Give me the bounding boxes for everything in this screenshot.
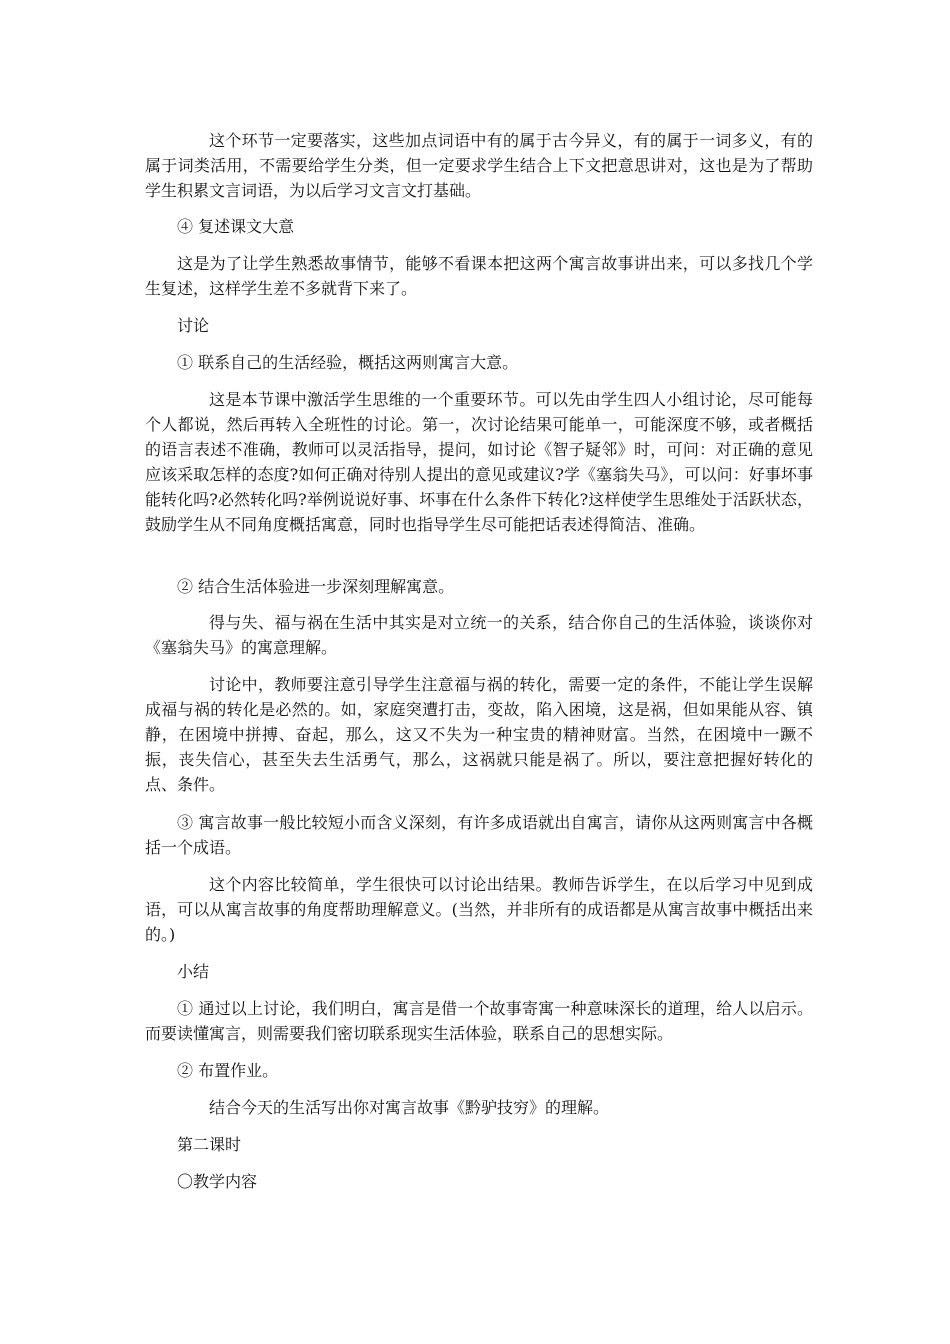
paragraph-retell: 这是为了让学生熟悉故事情节，能够不看课本把这两个寓言故事讲出来，可以多找几个学生复述，这样学生差不多就背下来了。 [145, 254, 813, 298]
paragraph-classical-words: 这个环节一定要落实，这些加点词语中有的属于古今异义，有的属于一词多义，有的属于词类活用，不需要给学生分类，但一定要求学生结合上下文把意思讲对，这也是为了帮助学生积累文言词语，为以后学习文言文打基础。 [145, 131, 813, 200]
heading-discussion-2: ② 结合生活体验进一步深刻理解寓意。 [177, 577, 455, 596]
heading-discussion-1: ① 联系自己的生活经验，概括这两则寓言大意。 [177, 353, 519, 372]
heading-second-lesson: 第二课时 [177, 1135, 242, 1154]
heading-retell: ④ 复述课文大意 [177, 217, 295, 236]
paragraph-idioms-question: ③ 寓言故事一般比较短小而含义深刻，有许多成语就出自寓言，请你从这两则寓言中各概括一个成语。 [145, 813, 813, 857]
paragraph-discussion-1: 这是本节课中激活学生思维的一个重要环节。可以先由学生四人小组讨论，尽可能每个人都说，然后再转入全班性的讨论。第一，次讨论结果可能单一，可能深度不够，或者概括的语言表述不准确，教师可以灵活指导，提问，如讨论《智子疑邻》时，可问：对正确的意见应该采取怎样的态度?如何正确对待别人提出的意见或建议?学《塞翁失马》，可以问：好事坏事能转化吗?必然转化吗?举例说说好事、坏事在什么条件下转化?这样使学生思维处于活跃状态，鼓励学生从不同角度概括寓意，同时也指导学生尽可能把话表述得简洁、准确。 [145, 390, 813, 534]
paragraph-gain-loss: 得与失、福与祸在生活中其实是对立统一的关系，结合你自己的生活体验，谈谈你对《塞翁失马》的寓意理解。 [145, 613, 813, 657]
heading-homework: ② 布置作业。 [177, 1061, 279, 1080]
paragraph-idioms-answer: 这个内容比较简单，学生很快可以讨论出结果。教师告诉学生，在以后学习中见到成语，可以从寓言故事的角度帮助理解意义。(当然，并非所有的成语都是从寓言故事中概括出来的。) [145, 875, 813, 944]
heading-summary: 小结 [177, 962, 210, 981]
paragraph-homework: 结合今天的生活写出你对寓言故事《黔驴技穷》的理解。 [209, 1098, 610, 1117]
paragraph-summary: ① 通过以上讨论，我们明白，寓言是借一个故事寄寓一种意味深长的道理，给人以启示。而要读懂寓言，则需要我们密切联系现实生活体验，联系自己的思想实际。 [145, 999, 813, 1043]
heading-discussion: 讨论 [177, 316, 210, 335]
heading-teaching-content: 〇教学内容 [177, 1172, 258, 1191]
paragraph-transformation: 讨论中，教师要注意引导学生注意福与祸的转化，需要一定的条件，不能让学生误解成福与祸的转化是必然的。如，家庭突遭打击，变故，陷入困境，这是祸，但如果能从容、镇静，在困境中拼搏、奋起，那么，这又不失为一种宝贵的精神财富。当然，在困境中一蹶不振，丧失信心，甚至失去生活勇气，那么，这祸就只能是祸了。所以，要注意把握好转化的点、条件。 [145, 675, 813, 794]
